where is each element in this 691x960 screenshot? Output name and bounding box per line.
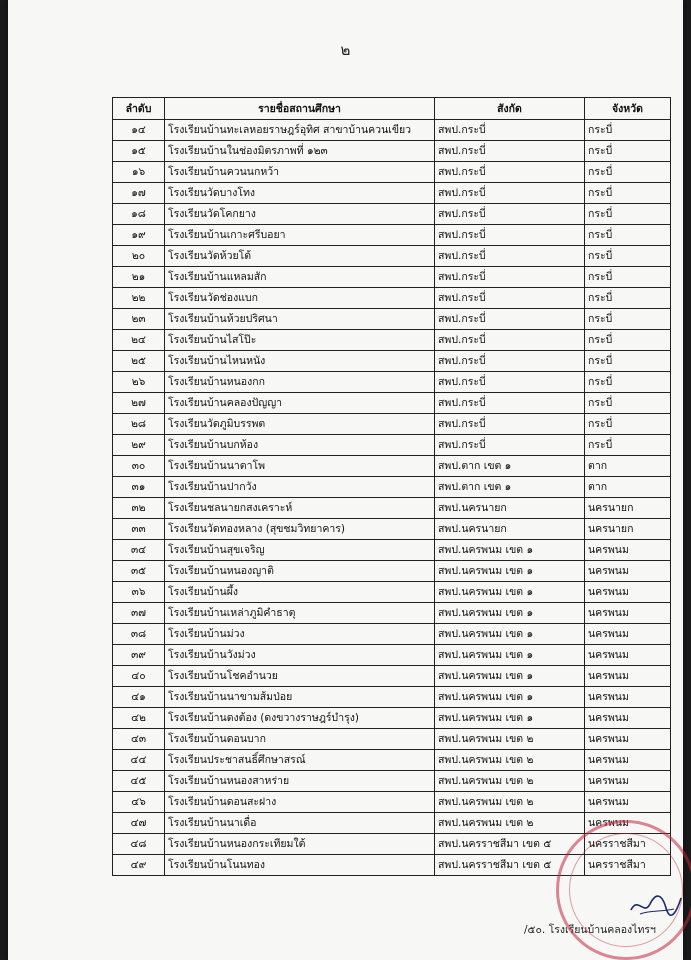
cell-province: กระบี่: [585, 372, 671, 393]
cell-school-name: โรงเรียนวัดทองหลาง (สุขชมวิทยาคาร): [165, 519, 435, 540]
cell-affiliation: สพป.กระบี่: [435, 393, 585, 414]
table-row: [113, 666, 671, 687]
cell-affiliation: สพป.นครพนม เขต ๑: [435, 645, 585, 666]
table-row: [113, 603, 671, 624]
table-row: [113, 540, 671, 561]
cell-school-name: โรงเรียนบ้านโชคอำนวย: [165, 666, 435, 687]
table-row: [113, 267, 671, 288]
cell-school-name: โรงเรียนประชาสนธิ์ศึกษาสรณ์: [165, 750, 435, 771]
cell-province: ตาก: [585, 456, 671, 477]
cell-order: ๔๐: [113, 666, 165, 687]
cell-affiliation: สพป.นครนายก: [435, 519, 585, 540]
cell-school-name: โรงเรียนบ้านนาขามส้มป่อย: [165, 687, 435, 708]
table-row: [113, 225, 671, 246]
document-page: [8, 0, 683, 960]
cell-order: ๓๑: [113, 477, 165, 498]
table-row: [113, 771, 671, 792]
table-body: [113, 120, 671, 876]
cell-province: กระบี่: [585, 141, 671, 162]
cell-province: นครพนม: [585, 813, 671, 834]
table-row: [113, 351, 671, 372]
cell-affiliation: สพป.นครพนม เขต ๑: [435, 540, 585, 561]
cell-order: ๒๓: [113, 309, 165, 330]
handwritten-signature: [628, 890, 684, 920]
cell-province: นครนายก: [585, 498, 671, 519]
table-row: [113, 855, 671, 876]
cell-school-name: โรงเรียนวัดห้วยโต้: [165, 246, 435, 267]
cell-province: กระบี่: [585, 183, 671, 204]
cell-order: ๓๖: [113, 582, 165, 603]
cell-affiliation: สพป.นครพนม เขต ๑: [435, 624, 585, 645]
cell-order: ๔๔: [113, 750, 165, 771]
cell-school-name: โรงเรียนบ้านดอนสะฝาง: [165, 792, 435, 813]
cell-province: กระบี่: [585, 120, 671, 141]
cell-affiliation: สพป.นครพนม เขต ๒: [435, 729, 585, 750]
cell-school-name: โรงเรียนวัดภูมิบรรพต: [165, 414, 435, 435]
cell-province: นครพนม: [585, 540, 671, 561]
cell-school-name: โรงเรียนบ้านดงต้อง (ดงขวางราษฎร์บำรุง): [165, 708, 435, 729]
cell-province: กระบี่: [585, 204, 671, 225]
cell-order: ๓๙: [113, 645, 165, 666]
cell-school-name: โรงเรียนวัดช่องแบก: [165, 288, 435, 309]
table-row: [113, 414, 671, 435]
cell-order: ๓๓: [113, 519, 165, 540]
cell-affiliation: สพป.นครพนม เขต ๑: [435, 666, 585, 687]
cell-order: ๔๒: [113, 708, 165, 729]
cell-school-name: โรงเรียนบ้านดอนบาก: [165, 729, 435, 750]
cell-order: ๒๘: [113, 414, 165, 435]
cell-order: ๒๕: [113, 351, 165, 372]
cell-affiliation: สพป.ตาก เขต ๑: [435, 477, 585, 498]
table-row: [113, 519, 671, 540]
cell-school-name: โรงเรียนบ้านไหนหนัง: [165, 351, 435, 372]
cell-order: ๔๖: [113, 792, 165, 813]
cell-province: กระบี่: [585, 246, 671, 267]
header-affiliation: สังกัด: [435, 98, 585, 120]
cell-affiliation: สพป.กระบี่: [435, 288, 585, 309]
cell-order: ๒๐: [113, 246, 165, 267]
cell-school-name: โรงเรียนบ้านผึ้ง: [165, 582, 435, 603]
cell-order: ๒๗: [113, 393, 165, 414]
cell-province: นครพนม: [585, 708, 671, 729]
cell-school-name: โรงเรียนบ้านคลองปัญญา: [165, 393, 435, 414]
table-row: [113, 498, 671, 519]
cell-affiliation: สพป.นครพนม เขต ๑: [435, 561, 585, 582]
cell-order: ๓๗: [113, 603, 165, 624]
cell-province: กระบี่: [585, 288, 671, 309]
table-row: [113, 813, 671, 834]
cell-province: นครพนม: [585, 729, 671, 750]
cell-province: นครพนม: [585, 603, 671, 624]
cell-school-name: โรงเรียนบ้านวังม่วง: [165, 645, 435, 666]
cell-affiliation: สพป.กระบี่: [435, 372, 585, 393]
table-row: [113, 456, 671, 477]
table-row: [113, 624, 671, 645]
cell-province: นครพนม: [585, 750, 671, 771]
continuation-note: /๕๐. โรงเรียนบ้านคลองไทรฯ: [524, 924, 656, 936]
cell-school-name: โรงเรียนบ้านม่วง: [165, 624, 435, 645]
page-number: ๒: [340, 41, 351, 59]
cell-order: ๑๖: [113, 162, 165, 183]
cell-order: ๔๗: [113, 813, 165, 834]
cell-province: กระบี่: [585, 414, 671, 435]
table-row: [113, 708, 671, 729]
table-row: [113, 645, 671, 666]
cell-order: ๔๑: [113, 687, 165, 708]
cell-school-name: โรงเรียนบ้านหนองกก: [165, 372, 435, 393]
cell-school-name: โรงเรียนบ้านนาตาโพ: [165, 456, 435, 477]
cell-school-name: โรงเรียนบ้านปากวัง: [165, 477, 435, 498]
cell-province: กระบี่: [585, 330, 671, 351]
cell-province: นครพนม: [585, 582, 671, 603]
cell-order: ๒๒: [113, 288, 165, 309]
cell-school-name: โรงเรียนบ้านในช่องมิตรภาพที่ ๑๒๓: [165, 141, 435, 162]
cell-province: กระบี่: [585, 351, 671, 372]
table-row: [113, 729, 671, 750]
table-row: [113, 120, 671, 141]
cell-order: ๒๑: [113, 267, 165, 288]
cell-province: นครพนม: [585, 561, 671, 582]
cell-province: กระบี่: [585, 435, 671, 456]
cell-school-name: โรงเรียนบ้านหนองกระเทียมใต้: [165, 834, 435, 855]
cell-school-name: โรงเรียนบ้านหนองสาหร่าย: [165, 771, 435, 792]
table-row: [113, 792, 671, 813]
cell-order: ๒๙: [113, 435, 165, 456]
table-row: [113, 162, 671, 183]
cell-school-name: โรงเรียนวัดบางโทง: [165, 183, 435, 204]
cell-province: นครราชสีมา: [585, 834, 671, 855]
cell-affiliation: สพป.กระบี่: [435, 120, 585, 141]
cell-affiliation: สพป.กระบี่: [435, 204, 585, 225]
cell-affiliation: สพป.กระบี่: [435, 141, 585, 162]
cell-school-name: โรงเรียนบ้านทะเลหอยราษฎร์อุทิศ สาขาบ้านควนเขียว: [165, 120, 435, 141]
cell-order: ๓๕: [113, 561, 165, 582]
cell-order: ๔๓: [113, 729, 165, 750]
cell-affiliation: สพป.กระบี่: [435, 351, 585, 372]
cell-order: ๑๗: [113, 183, 165, 204]
cell-affiliation: สพป.กระบี่: [435, 246, 585, 267]
cell-affiliation: สพป.นครพนม เขต ๑: [435, 582, 585, 603]
cell-affiliation: สพป.กระบี่: [435, 435, 585, 456]
cell-order: ๔๘: [113, 834, 165, 855]
cell-order: ๒๔: [113, 330, 165, 351]
cell-affiliation: สพป.นครนายก: [435, 498, 585, 519]
cell-province: นครพนม: [585, 771, 671, 792]
table-header-row: [113, 98, 671, 120]
cell-school-name: โรงเรียนบ้านเหล่าภูมิคำธาตุ: [165, 603, 435, 624]
table-row: [113, 330, 671, 351]
cell-affiliation: สพป.กระบี่: [435, 183, 585, 204]
table-row: [113, 750, 671, 771]
header-school-name: รายชื่อสถานศึกษา: [165, 98, 435, 120]
table-row: [113, 288, 671, 309]
cell-province: นครราชสีมา: [585, 855, 671, 876]
cell-order: ๓๒: [113, 498, 165, 519]
cell-school-name: โรงเรียนบ้านบกห้อง: [165, 435, 435, 456]
table-row: [113, 372, 671, 393]
table-row: [113, 309, 671, 330]
cell-affiliation: สพป.กระบี่: [435, 330, 585, 351]
table-row: [113, 435, 671, 456]
cell-province: กระบี่: [585, 267, 671, 288]
table-row: [113, 141, 671, 162]
cell-province: นครพนม: [585, 792, 671, 813]
cell-affiliation: สพป.นครพนม เขต ๑: [435, 687, 585, 708]
cell-province: นครพนม: [585, 687, 671, 708]
table-row: [113, 477, 671, 498]
cell-school-name: โรงเรียนชลนายกสงเคราะห์: [165, 498, 435, 519]
table-row: [113, 393, 671, 414]
header-province: จังหวัด: [585, 98, 671, 120]
cell-province: นครพนม: [585, 645, 671, 666]
cell-affiliation: สพป.กระบี่: [435, 267, 585, 288]
cell-order: ๔๕: [113, 771, 165, 792]
cell-affiliation: สพป.นครพนม เขต ๑: [435, 708, 585, 729]
cell-school-name: โรงเรียนบ้านสุขเจริญ: [165, 540, 435, 561]
table-row: [113, 834, 671, 855]
cell-school-name: โรงเรียนบ้านนาเดื่อ: [165, 813, 435, 834]
cell-province: กระบี่: [585, 225, 671, 246]
table-row: [113, 204, 671, 225]
cell-affiliation: สพป.นครพนม เขต ๒: [435, 750, 585, 771]
cell-school-name: โรงเรียนวัดโคกยาง: [165, 204, 435, 225]
cell-school-name: โรงเรียนบ้านไสโป๊ะ: [165, 330, 435, 351]
cell-province: กระบี่: [585, 162, 671, 183]
cell-affiliation: สพป.นครพนม เขต ๒: [435, 771, 585, 792]
cell-order: ๔๙: [113, 855, 165, 876]
cell-affiliation: สพป.กระบี่: [435, 414, 585, 435]
cell-affiliation: สพป.ตาก เขต ๑: [435, 456, 585, 477]
cell-province: นครพนม: [585, 666, 671, 687]
cell-school-name: โรงเรียนบ้านเกาะศรีบอยา: [165, 225, 435, 246]
cell-order: ๓๘: [113, 624, 165, 645]
table-row: [113, 561, 671, 582]
cell-order: ๓๔: [113, 540, 165, 561]
cell-affiliation: สพป.นครพนม เขต ๒: [435, 792, 585, 813]
cell-affiliation: สพป.นครราชสีมา เขต ๕: [435, 855, 585, 876]
cell-order: ๒๖: [113, 372, 165, 393]
cell-province: ตาก: [585, 477, 671, 498]
cell-school-name: โรงเรียนบ้านควนนกหว้า: [165, 162, 435, 183]
cell-order: ๑๔: [113, 120, 165, 141]
cell-affiliation: สพป.กระบี่: [435, 225, 585, 246]
cell-school-name: โรงเรียนบ้านหนองญาติ: [165, 561, 435, 582]
cell-school-name: โรงเรียนบ้านห้วยปริศนา: [165, 309, 435, 330]
table-row: [113, 246, 671, 267]
cell-order: ๑๕: [113, 141, 165, 162]
table-row: [113, 582, 671, 603]
cell-province: กระบี่: [585, 309, 671, 330]
table-row: [113, 183, 671, 204]
cell-school-name: โรงเรียนบ้านโนนทอง: [165, 855, 435, 876]
cell-affiliation: สพป.กระบี่: [435, 162, 585, 183]
header-order: ลำดับ: [113, 98, 165, 120]
cell-affiliation: สพป.นครพนม เขต ๑: [435, 603, 585, 624]
cell-province: กระบี่: [585, 393, 671, 414]
cell-affiliation: สพป.กระบี่: [435, 309, 585, 330]
cell-order: ๑๙: [113, 225, 165, 246]
cell-order: ๑๘: [113, 204, 165, 225]
cell-affiliation: สพป.นครราชสีมา เขต ๕: [435, 834, 585, 855]
cell-order: ๓๐: [113, 456, 165, 477]
table-row: [113, 687, 671, 708]
cell-province: นครพนม: [585, 624, 671, 645]
school-list-table: [112, 97, 671, 876]
cell-province: นครนายก: [585, 519, 671, 540]
cell-school-name: โรงเรียนบ้านแหลมสัก: [165, 267, 435, 288]
cell-affiliation: สพป.นครพนม เขต ๒: [435, 813, 585, 834]
